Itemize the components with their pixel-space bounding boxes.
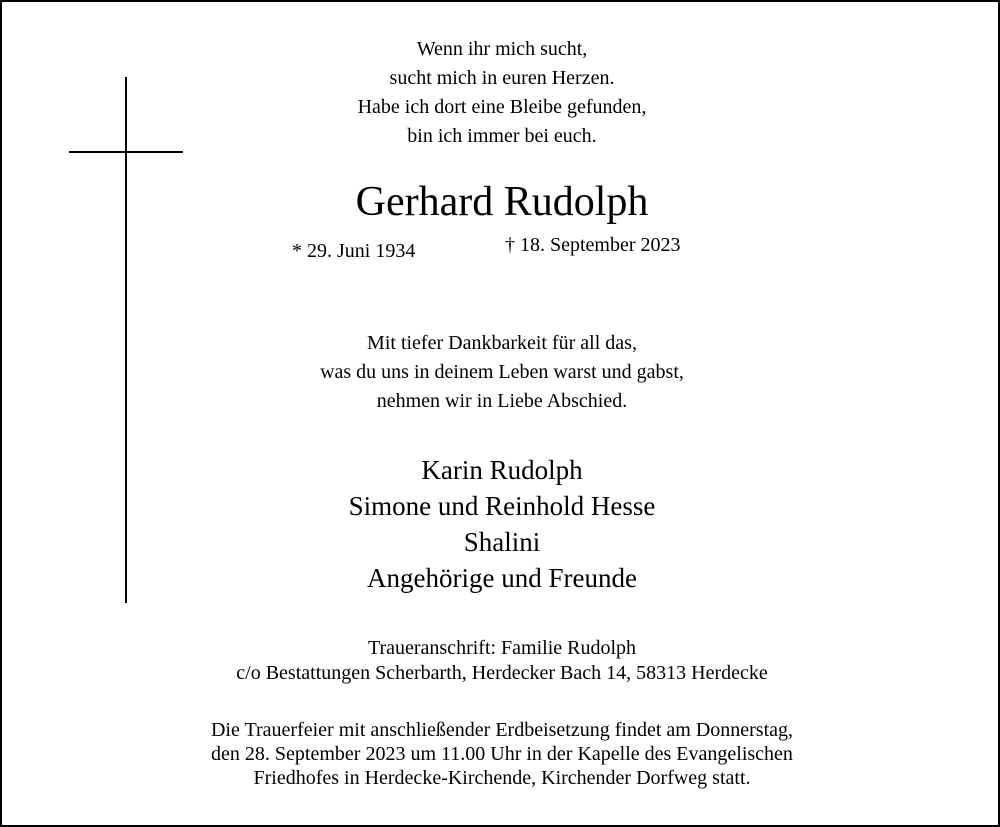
cross-icon-horizontal-bar [69, 151, 183, 153]
service-line: den 28. September 2023 um 11.00 Uhr in der Kapelle des Evangelischen [211, 743, 793, 765]
thanks-line: nehmen wir in Liebe Abschied. [376, 390, 628, 412]
poem-line: Wenn ihr mich sucht, [416, 38, 588, 60]
thanks-line: was du uns in deinem Leben warst und gabst, [320, 361, 684, 383]
funeral-service-info [2, 718, 1000, 790]
thanks-text [2, 329, 1000, 416]
service-line: Friedhofes in Herdecke-Kirchende, Kirchender Dorfweg statt. [253, 767, 751, 789]
thanks-line: Mit tiefer Dankbarkeit für all das, [367, 332, 637, 354]
poem-line: bin ich immer bei euch. [407, 125, 597, 147]
mourner-name: Karin Rudolph [421, 455, 583, 485]
poem-line: sucht mich in euren Herzen. [389, 67, 615, 89]
mourner-name: Angehörige und Freunde [367, 563, 637, 593]
deceased-name: Gerhard Rudolph [355, 179, 649, 225]
poem-line: Habe ich dort eine Bleibe gefunden, [357, 96, 647, 118]
mourners-list [2, 452, 1000, 596]
poem-verse [2, 35, 1000, 151]
service-line: Die Trauerfeier mit anschließender Erdbeisetzung findet am Donnerstag, [210, 719, 794, 741]
death-date: † 18. September 2023 [505, 234, 681, 256]
mourner-name: Simone und Reinhold Hesse [348, 491, 656, 521]
birth-date: * 29. Juni 1934 [292, 240, 416, 262]
mourning-address [2, 636, 1000, 686]
mourner-name: Shalini [463, 527, 541, 557]
address-line: c/o Bestattungen Scherbarth, Herdecker Bach 14, 58313 Herdecke [236, 662, 768, 684]
address-line: Traueranschrift: Familie Rudolph [367, 637, 637, 659]
